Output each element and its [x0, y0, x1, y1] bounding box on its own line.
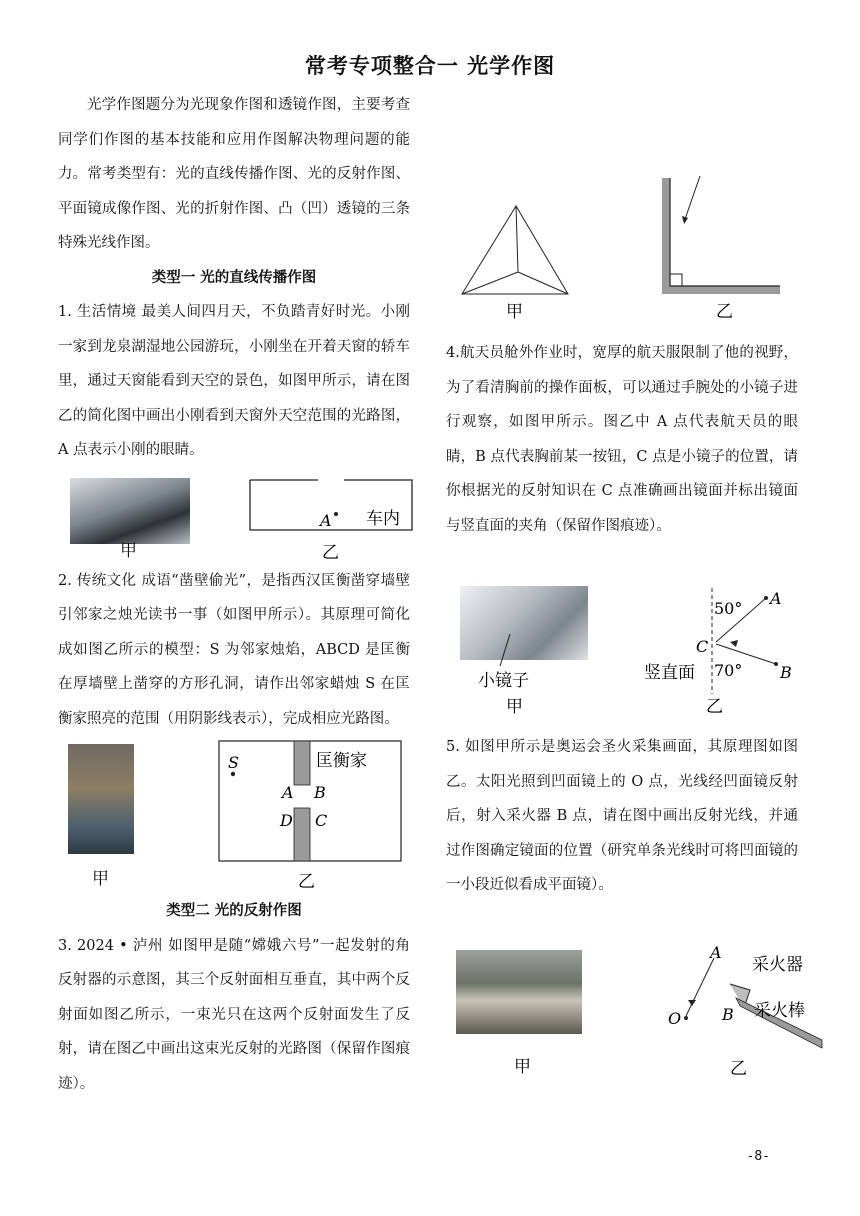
right-column-q5: [446, 730, 798, 903]
point-d-label: D: [280, 811, 293, 830]
kuang-heng-home-label: 匡衡家: [316, 751, 367, 771]
point-a-label: A: [282, 783, 294, 802]
page-title: 常考专项整合一 光学作图: [304, 54, 556, 78]
section-heading-1: 类型一 光的直线传播作图: [151, 269, 317, 286]
q2-figure: [58, 736, 410, 894]
q4-caption-jia: 甲: [506, 697, 523, 717]
angle-50-label: 50°: [714, 599, 743, 618]
reading-by-candlelight-photo: [68, 744, 134, 854]
mirror-label: 小镜子: [478, 671, 529, 691]
point-b-label: B: [314, 783, 326, 802]
section-heading-2: 类型二 光的反射作图: [166, 903, 302, 919]
point-c-label: C: [696, 637, 709, 656]
vertical-surface-label: 竖直面: [644, 663, 695, 683]
q3-figure: [456, 172, 796, 322]
point-s-label: S: [228, 753, 239, 772]
q4-figure: [456, 584, 796, 724]
point-b-label: B: [780, 663, 792, 682]
page-number: -8-: [746, 1149, 770, 1164]
point-a-label: A: [770, 589, 782, 608]
q2-caption-jia: 甲: [92, 869, 109, 889]
point-a-label: A: [320, 510, 332, 530]
question-4: 4.航天员舱外作业时，宽厚的航天服限制了他的视野，为了看清胸前的操作面板，可以通过手腕处的小镜子进行观察，如图甲所示。图乙中 A 点代表航天员的眼睛，B 点代表胸前某一按钮，C 点是小镜子的位置，请你根据光的反射知识在 C 点准确画出镜面并标出镜面与竖直面的夹角（保留作图痕迹）。: [446, 345, 798, 534]
intro-paragraph: 光学作图题分为光现象作图和透镜作图，主要考查同学们作图的基本技能和应用作图解决物理问题的能力。常考类型有：光的直线传播作图、光的反射作图、平面镜成像作图、光的折射作图、凸（凹）透镜的三条特殊光线作图。: [58, 97, 410, 251]
point-b-label: B: [722, 1005, 734, 1024]
angle-70-label: 70°: [714, 661, 743, 680]
q2-diagram: [218, 740, 408, 894]
q4-caption-yi: 乙: [706, 697, 723, 717]
q1-caption-jia: 甲: [120, 540, 137, 561]
q5-caption-jia: 甲: [514, 1057, 531, 1077]
torch-label: 采火棒: [754, 1001, 805, 1021]
question-1: 1. 生活情境 最美人间四月天，不负踏青好时光。小刚一家到龙泉湖湿地公园游玩，小刚坐在开着天窗的轿车里，通过天窗能看到天空的景色，如图甲所示，请在图乙的简化图中画出小刚看到天窗外天空范围的光路图，A 点表示小刚的眼睛。: [58, 304, 410, 458]
q1-caption-yi: 乙: [322, 542, 339, 563]
q1-figure: [58, 468, 410, 564]
fire-collector-label: 采火器: [752, 955, 803, 975]
q1-diagram: [248, 476, 418, 566]
q5-figure: [456, 940, 805, 1080]
right-column-lower: [446, 336, 798, 543]
question-5: 5. 如图甲所示是奥运会圣火采集画面，其原理图如图乙。太阳光照到凹面镜上的 O 点，光线经凹面镜反射后，射入采火器 B 点，请在图中画出反射光线，并通过作图确定镜面的位置（研究单条光线时可将凹面镜的一小段近似看成平面镜）。: [446, 739, 798, 893]
point-c-label: C: [315, 811, 328, 830]
q5-caption-yi: 乙: [730, 1059, 747, 1079]
question-2: 2. 传统文化 成语“凿壁偷光”，是指西汉匡衡凿穿墙壁引邻家之烛光读书一事（如图甲所示）。其原理可简化成如图乙所示的模型：S 为邻家烛焰，ABCD 是匡衡在厚墙壁上凿穿的方形孔洞，请作出邻家蜡烛 S 在匡衡家照亮的范围（用阴影线表示），完成相应光路图。: [58, 572, 410, 727]
point-a-label: A: [710, 943, 722, 962]
car-interior-label: 车内: [366, 508, 400, 529]
question-3: 3. 2024 • 泸州 如图甲是随“嫦娥六号”一起发射的角反射器的示意图，其三个反射面相互垂直，其中两个反射面如图乙所示，一束光只在这两个反射面发生了反射，请在图乙中画出这束光反射的光路图（保留作图痕迹）。: [58, 937, 410, 1092]
left-column: [58, 88, 410, 1101]
q2-caption-yi: 乙: [298, 872, 315, 892]
q3-caption-yi: 乙: [716, 302, 733, 322]
q3-caption-jia: 甲: [506, 302, 523, 322]
point-o-label: O: [668, 1009, 682, 1028]
